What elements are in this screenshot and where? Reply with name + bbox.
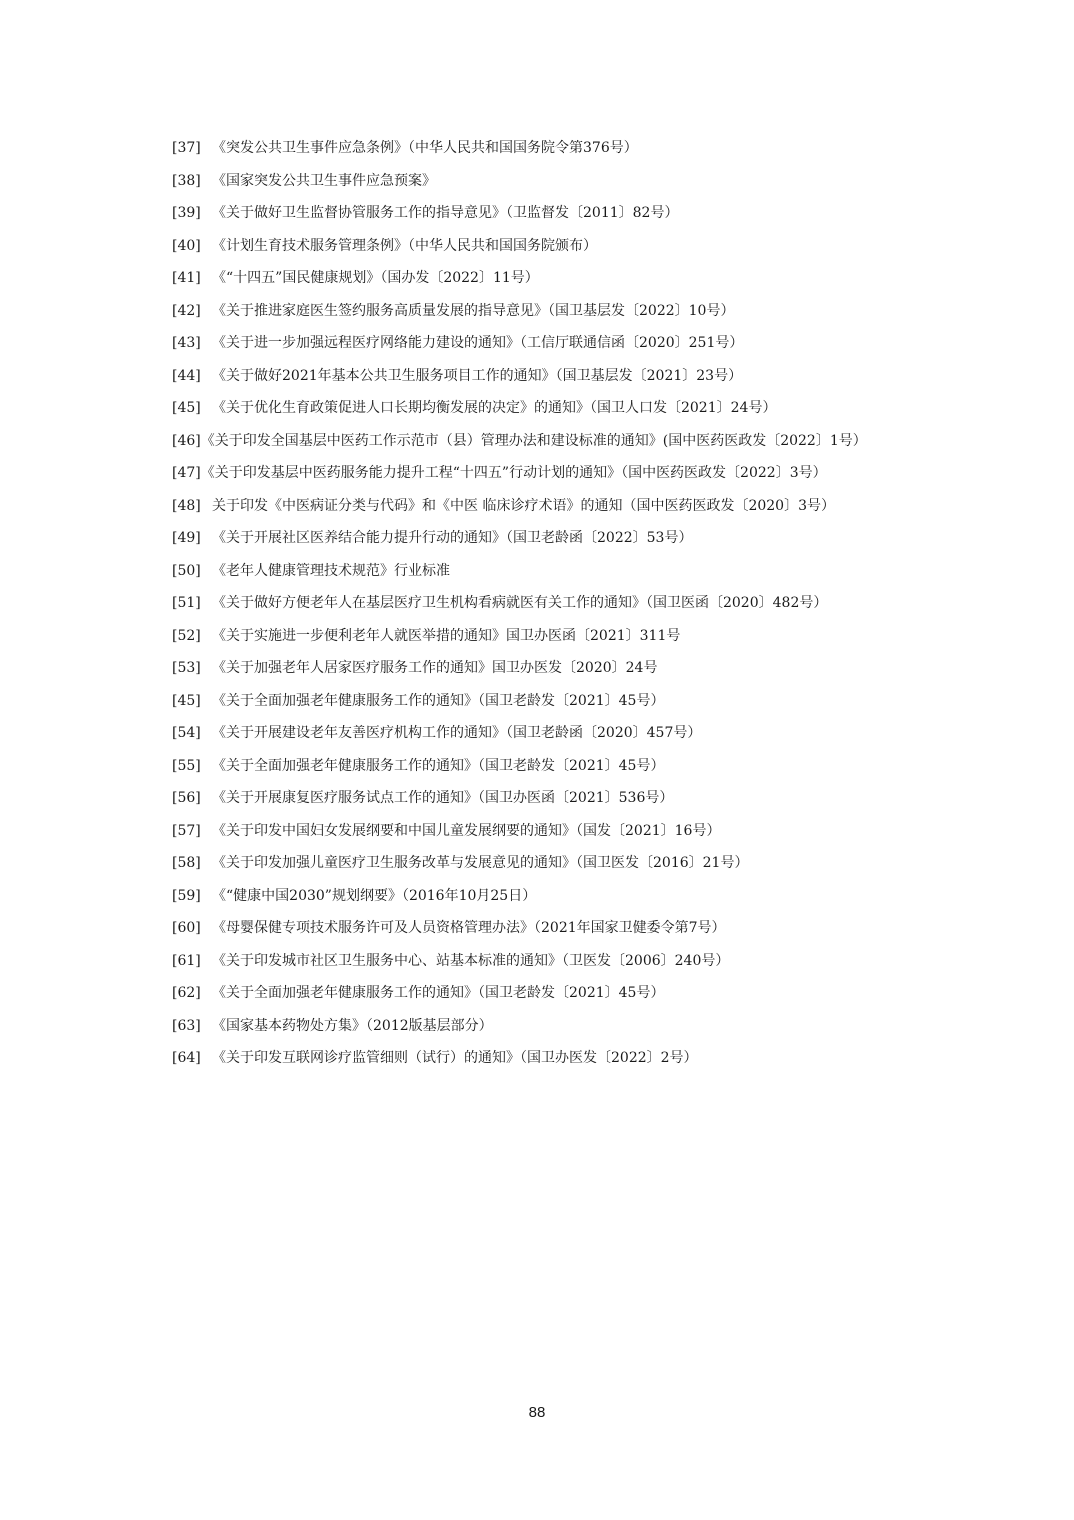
reference-item [172,457,917,490]
reference-number: [45] [172,692,201,709]
reference-item [172,522,917,555]
reference-list [172,132,917,1075]
reference-item [172,295,917,328]
reference-number: [43] [172,335,201,351]
reference-item [172,880,917,913]
reference-text: 《“健康中国2030”规划纲要》（2016年10月25日） [212,887,537,904]
reference-text: 《关于全面加强老年健康服务工作的通知》（国卫老龄发〔2021〕45号） [212,985,665,1001]
reference-number: [61] [172,952,201,969]
reference-number: [56] [172,790,201,806]
reference-text: 《关于全面加强老年健康服务工作的通知》（国卫老龄发〔2021〕45号） [212,692,665,709]
reference-text: 《计划生育技术服务管理条例》（中华人民共和国国务院颁布） [212,237,597,254]
reference-text: 《关于实施进一步便利老年人就医举措的通知》国卫办医函〔2021〕311号 [212,627,681,644]
reference-text: 《关于印发互联网诊疗监管细则（试行）的通知》（国卫办医发〔2022〕2号） [212,1050,698,1066]
reference-text: 《关于印发城市社区卫生服务中心、站基本标准的通知》（卫医发〔2006〕240号） [212,952,730,969]
reference-number: [58] [172,855,201,871]
reference-item [172,132,917,165]
reference-number: [57] [172,822,201,839]
reference-text: 《关于加强老年人居家医疗服务工作的通知》国卫办医发〔2020〕24号 [212,660,658,676]
reference-number: [38] [172,172,201,189]
reference-number: [46] [172,432,201,449]
reference-number: [52] [172,627,201,644]
reference-item [172,165,917,198]
reference-number: [40] [172,237,201,254]
reference-number: [45] [172,400,201,416]
reference-body: 《关于印发全国基层中医药工作示范市（县）管理办法和建设标准的通知》(国中医药医政发〔2022〕1号） [200,432,867,449]
reference-number: [42] [172,302,201,319]
reference-text: 《关于开展建设老年友善医疗机构工作的通知》（国卫老龄函〔2020〕457号） [212,725,702,741]
reference-item [172,782,917,815]
reference-number: [51] [172,595,201,611]
reference-number: [37] [172,140,201,156]
reference-number: [39] [172,205,201,221]
reference-item [172,392,917,425]
reference-item [172,750,917,783]
reference-text: 《关于推进家庭医生签约服务高质量发展的指导意见》（国卫基层发〔2022〕10号） [212,302,735,319]
reference-number: [41] [172,270,201,286]
reference-item [172,847,917,880]
reference-item [172,360,917,393]
reference-number: [44] [172,367,201,384]
reference-text [132,457,917,490]
reference-number: [55] [172,757,201,774]
reference-item [172,652,917,685]
reference-number: [60] [172,920,201,936]
page-number: 88 [528,1404,546,1421]
reference-item [172,262,917,295]
reference-text: 《母婴保健专项技术服务许可及人员资格管理办法》（2021年国家卫健委令第7号） [212,920,726,936]
reference-item [172,977,917,1010]
reference-text: 关于印发《中医病证分类与代码》和《中医 临床诊疗术语》的通知（国中医药医政发〔2020〕3号） [212,497,835,514]
reference-item [172,685,917,718]
reference-item [172,197,917,230]
reference-number: [62] [172,985,201,1001]
reference-text: 《“十四五”国民健康规划》（国办发〔2022〕11号） [212,270,539,286]
reference-number: [54] [172,725,201,741]
reference-text: 《关于优化生育政策促进人口长期均衡发展的决定》的通知》（国卫人口发〔2021〕24号） [212,400,777,416]
reference-item [172,490,917,523]
reference-item [172,1042,917,1075]
reference-number: [64] [172,1050,201,1066]
reference-text: 《国家突发公共卫生事件应急预案》 [212,172,436,189]
reference-text: 《关于全面加强老年健康服务工作的通知》（国卫老龄发〔2021〕45号） [212,757,665,774]
reference-body: 《关于印发基层中医药服务能力提升工程“十四五”行动计划的通知》（国中医药医政发〔2022〕3号） [200,465,827,481]
reference-item [172,587,917,620]
reference-number: [63] [172,1017,201,1034]
reference-text: 《关于印发中国妇女发展纲要和中国儿童发展纲要的通知》（国发〔2021〕16号） [212,822,721,839]
reference-number: [50] [172,562,201,579]
reference-text [132,425,917,458]
reference-text: 《关于做好方便老年人在基层医疗卫生机构看病就医有关工作的通知》（国卫医函〔2020〕482号） [212,595,828,611]
reference-text: 《关于开展社区医养结合能力提升行动的通知》（国卫老龄函〔2022〕53号） [212,530,693,546]
reference-item [172,945,917,978]
reference-text: 《突发公共卫生事件应急条例》（中华人民共和国国务院令第376号） [212,140,638,156]
reference-item [172,230,917,263]
reference-item [172,815,917,848]
reference-text: 《老年人健康管理技术规范》行业标准 [212,562,450,579]
reference-text: 《关于进一步加强远程医疗网络能力建设的通知》（工信厅联通信函〔2020〕251号） [212,335,744,351]
reference-text: 《关于开展康复医疗服务试点工作的通知》（国卫办医函〔2021〕536号） [212,790,674,806]
reference-text: 《关于做好2021年基本公共卫生服务项目工作的通知》（国卫基层发〔2021〕23号） [212,367,743,384]
reference-text: 《关于做好卫生监督协管服务工作的指导意见》（卫监督发〔2011〕82号） [212,205,679,221]
reference-item [172,1010,917,1043]
reference-item [172,620,917,653]
reference-item [172,425,917,458]
reference-text: 《国家基本药物处方集》（2012版基层部分） [212,1017,493,1034]
reference-item [172,327,917,360]
reference-number: [47] [172,465,201,481]
reference-item [172,717,917,750]
reference-number: [59] [172,887,201,904]
reference-item [172,555,917,588]
reference-number: [53] [172,660,201,676]
reference-number: [49] [172,530,201,546]
reference-number: [48] [172,497,201,514]
reference-text: 《关于印发加强儿童医疗卫生服务改革与发展意见的通知》（国卫医发〔2016〕21号） [212,855,749,871]
reference-item [172,912,917,945]
